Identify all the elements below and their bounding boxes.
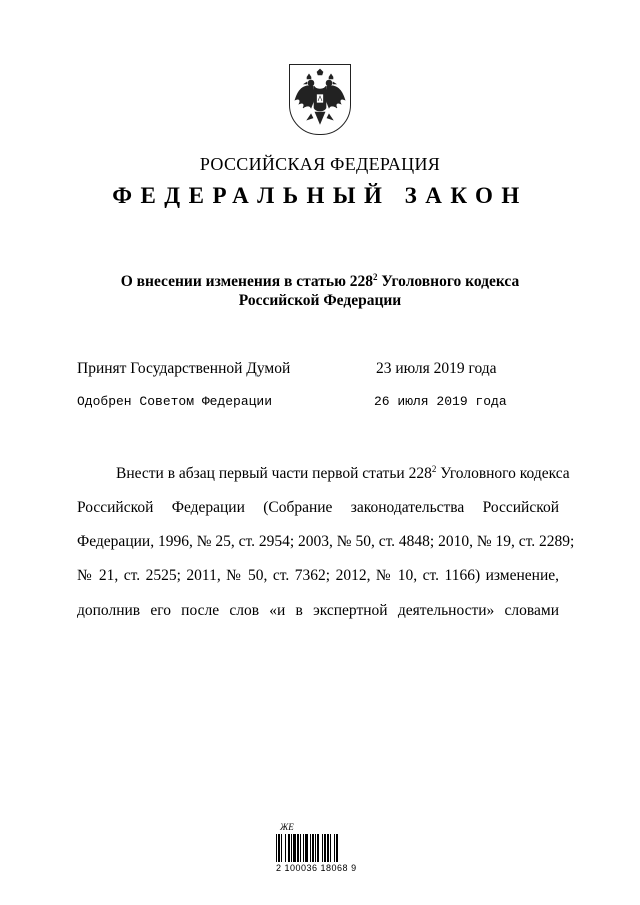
adopted-by-label: Принят Государственной Думой (77, 360, 291, 377)
double-headed-eagle-icon (293, 68, 347, 130)
law-title-part1: О внесении изменения в статью 228 (120, 273, 374, 290)
barcode-bars (276, 834, 368, 862)
barcode-number: 2 100036 18068 9 (276, 863, 357, 873)
body-line-1 (116, 464, 570, 483)
adopted-date: 23 июля 2019 года (376, 360, 497, 377)
law-title-superscript: 2 (373, 272, 378, 282)
body-line-1-superscript: 2 (431, 464, 437, 474)
body-line-2: Российской Федерации (Собрание законодательства Российской (77, 499, 559, 516)
body-line-3: Федерации, 1996, № 25, ст. 2954; 2003, № 50, ст. 4848; 2010, № 19, ст. 2289; (77, 533, 575, 550)
document-type-heading: ФЕДЕРАЛЬНЫЙ ЗАКОН (112, 183, 528, 208)
law-title-part2: Уголовного кодекса (377, 273, 520, 290)
barcode-stripe (338, 834, 339, 862)
body-line-4: № 21, ст. 2525; 2011, № 50, ст. 7362; 2012, № 10, ст. 1166) изменение, (77, 567, 559, 584)
coat-of-arms-emblem-icon (289, 64, 351, 135)
body-line-5: дополнив его после слов «и в экспертной деятельности» словами (77, 602, 559, 619)
approved-date: 26 июля 2019 года (374, 394, 507, 409)
body-line-1-part2: Уголовного кодекса (436, 465, 570, 482)
law-title-line2: Российской Федерации (238, 292, 402, 309)
law-title (60, 268, 580, 310)
barcode-mark: ЖЕ (280, 822, 294, 832)
body-line-1-part1: Внести в абзац первый части первой статьи 228 (116, 465, 432, 482)
country-name: РОССИЙСКАЯ ФЕДЕРАЦИЯ (199, 154, 441, 174)
approved-by-label: Одобрен Советом Федерации (77, 394, 273, 409)
